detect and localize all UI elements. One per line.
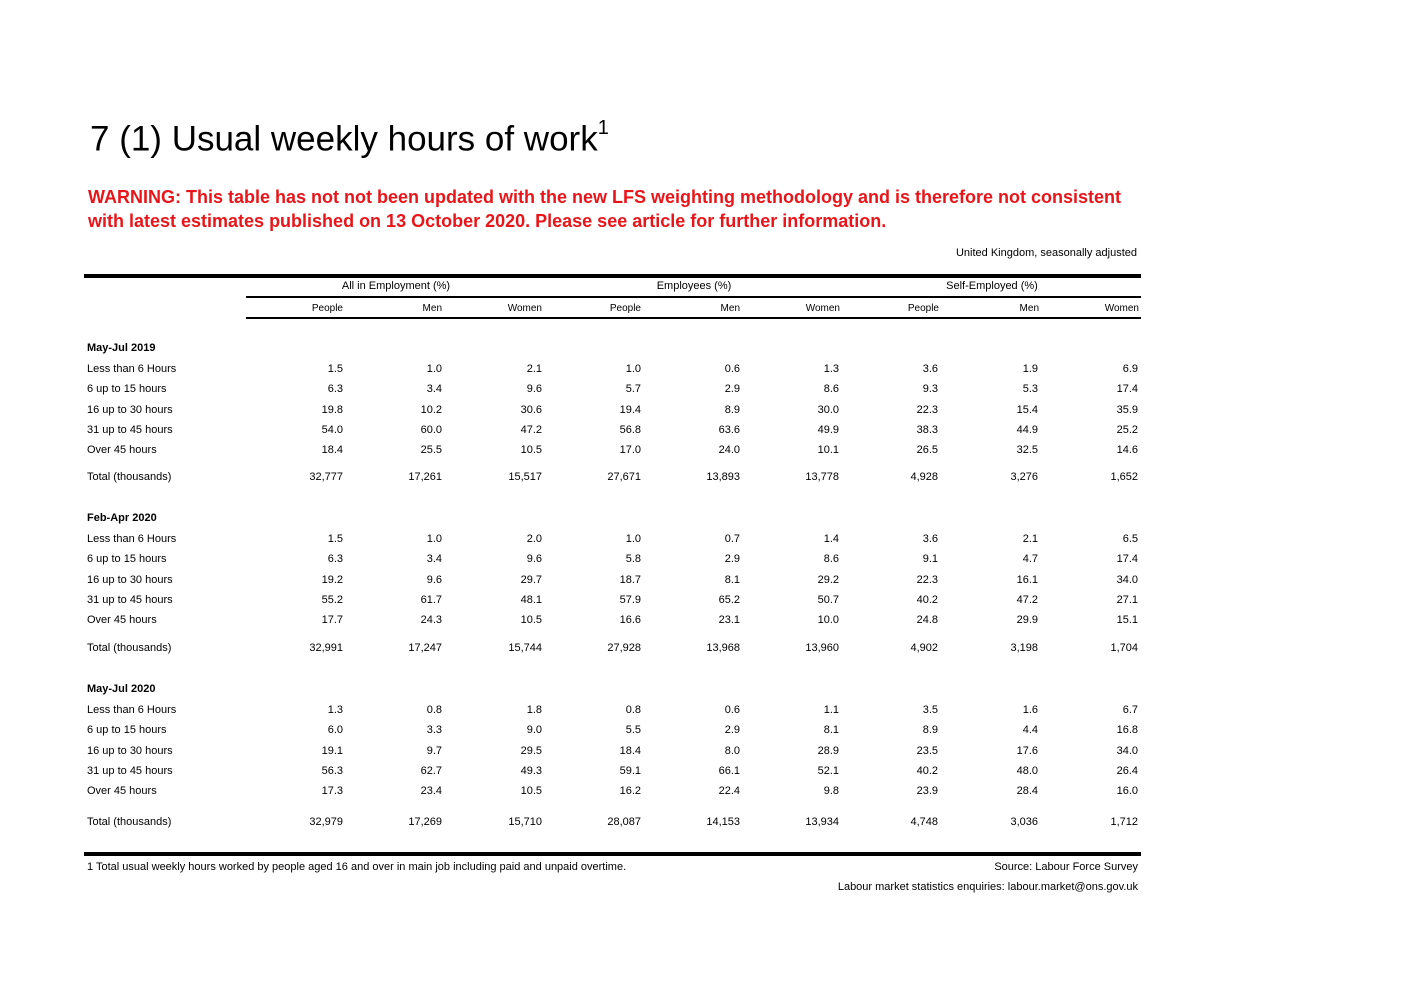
table-cell: 14.6	[1116, 444, 1138, 456]
table-cell: 18.7	[619, 574, 641, 586]
row-label: 31 up to 45 hours	[87, 424, 173, 436]
row-label: Total (thousands)	[87, 642, 172, 654]
table-cell: 1.8	[526, 704, 542, 716]
table-cell: 8.9	[724, 404, 740, 416]
table-cell: 29.9	[1016, 614, 1038, 626]
table-cell: 8.1	[823, 724, 839, 736]
table-cell: 1.5	[327, 533, 343, 545]
table-cell: 3.6	[922, 533, 938, 545]
table-cell: 17,269	[408, 816, 442, 828]
table-cell: 0.8	[625, 704, 641, 716]
enquiries-note: Labour market statistics enquiries: labour.market@ons.gov.uk	[837, 881, 1138, 893]
table-cell: 1,704	[1110, 642, 1138, 654]
table-row	[0, 704, 1403, 724]
column-header: People	[609, 303, 641, 314]
table-cell: 10.2	[420, 404, 442, 416]
table-cell: 32,777	[309, 471, 343, 483]
table-cell: 26.4	[1116, 765, 1138, 777]
table-cell: 59.1	[619, 765, 641, 777]
table-cell: 2.0	[526, 533, 542, 545]
table-cell: 1.3	[823, 363, 839, 375]
table-cell: 2.1	[526, 363, 542, 375]
group-header-employees: Employees (%)	[656, 280, 732, 292]
table-cell: 1.0	[426, 533, 442, 545]
table-cell: 19.2	[321, 574, 343, 586]
table-row	[0, 724, 1403, 744]
table-cell: 15,744	[508, 642, 542, 654]
table-cell: 5.3	[1022, 383, 1038, 395]
row-label: 16 up to 30 hours	[87, 574, 173, 586]
table-cell: 22.4	[718, 785, 740, 797]
page-title	[90, 108, 609, 164]
table-cell: 24.8	[916, 614, 938, 626]
table-cell: 10.1	[817, 444, 839, 456]
table-cell: 10.5	[520, 785, 542, 797]
table-cell: 5.7	[625, 383, 641, 395]
table-row	[0, 785, 1403, 805]
table-cell: 8.9	[922, 724, 938, 736]
table-cell: 32.5	[1016, 444, 1038, 456]
title-text: 7 (1) Usual weekly hours of work	[90, 119, 598, 159]
table-cell: 19.4	[619, 404, 641, 416]
table-cell: 6.5	[1122, 533, 1138, 545]
table-cell: 28.4	[1016, 785, 1038, 797]
table-row	[0, 444, 1403, 464]
table-cell: 63.6	[718, 424, 740, 436]
table-cell: 17,261	[408, 471, 442, 483]
table-cell: 9.1	[922, 553, 938, 565]
table-cell: 8.6	[823, 553, 839, 565]
table-row	[0, 533, 1403, 553]
table-cell: 3,198	[1010, 642, 1038, 654]
table-cell: 2.1	[1022, 533, 1038, 545]
table-cell: 57.9	[619, 594, 641, 606]
row-label: 16 up to 30 hours	[87, 404, 173, 416]
column-header: Men	[1019, 303, 1039, 314]
table-row	[0, 404, 1403, 424]
table-cell: 32,979	[309, 816, 343, 828]
table-cell: 29.7	[520, 574, 542, 586]
table-cell: 4,902	[910, 642, 938, 654]
table-cell: 1.1	[823, 704, 839, 716]
column-header: Women	[507, 303, 542, 314]
table-cell: 8.1	[724, 574, 740, 586]
table-cell: 2.9	[724, 553, 740, 565]
table-cell: 29.2	[817, 574, 839, 586]
table-cell: 13,968	[706, 642, 740, 654]
table-cell: 9.6	[526, 383, 542, 395]
table-cell: 6.7	[1122, 704, 1138, 716]
table-cell: 3.4	[426, 383, 442, 395]
table-cell: 18.4	[321, 444, 343, 456]
table-cell: 30.0	[817, 404, 839, 416]
table-cell: 9.0	[526, 724, 542, 736]
table-cell: 9.6	[526, 553, 542, 565]
table-cell: 16.2	[619, 785, 641, 797]
table-cell: 1.0	[426, 363, 442, 375]
table-cell: 1,712	[1110, 816, 1138, 828]
table-cell: 4.4	[1022, 724, 1038, 736]
row-label: Total (thousands)	[87, 471, 172, 483]
period-heading: May-Jul 2020	[87, 683, 156, 695]
column-header: Men	[720, 303, 740, 314]
table-cell: 13,960	[805, 642, 839, 654]
row-label: Less than 6 Hours	[87, 533, 177, 545]
table-cell: 0.8	[426, 704, 442, 716]
table-cell: 6.0	[327, 724, 343, 736]
total-row	[0, 642, 1403, 662]
group-header-rule	[246, 296, 1141, 298]
row-label: Total (thousands)	[87, 816, 172, 828]
table-cell: 28.9	[817, 745, 839, 757]
row-label: Over 45 hours	[87, 785, 157, 797]
table-cell: 44.9	[1016, 424, 1038, 436]
row-label: 31 up to 45 hours	[87, 594, 173, 606]
table-cell: 10.5	[520, 614, 542, 626]
table-cell: 6.3	[327, 383, 343, 395]
row-label: 31 up to 45 hours	[87, 765, 173, 777]
table-cell: 9.8	[823, 785, 839, 797]
table-bottom-rule	[84, 852, 1141, 856]
table-cell: 14,153	[706, 816, 740, 828]
table-cell: 10.0	[817, 614, 839, 626]
column-header: People	[311, 303, 343, 314]
table-cell: 1.0	[625, 363, 641, 375]
table-cell: 17.4	[1116, 383, 1138, 395]
table-cell: 9.6	[426, 574, 442, 586]
row-label: Over 45 hours	[87, 444, 157, 456]
table-cell: 0.6	[724, 363, 740, 375]
table-cell: 1,652	[1110, 471, 1138, 483]
table-cell: 40.2	[916, 594, 938, 606]
table-cell: 15,710	[508, 816, 542, 828]
table-cell: 56.8	[619, 424, 641, 436]
table-cell: 27,928	[607, 642, 641, 654]
table-cell: 54.0	[321, 424, 343, 436]
table-cell: 19.8	[321, 404, 343, 416]
row-label: 6 up to 15 hours	[87, 553, 167, 565]
table-cell: 9.3	[922, 383, 938, 395]
table-cell: 15,517	[508, 471, 542, 483]
table-cell: 4,748	[910, 816, 938, 828]
group-header-all-in-employment: All in Employment (%)	[341, 280, 451, 292]
table-row	[0, 383, 1403, 403]
row-label: Less than 6 Hours	[87, 363, 177, 375]
table-cell: 30.6	[520, 404, 542, 416]
row-label: 6 up to 15 hours	[87, 724, 167, 736]
table-cell: 23.9	[916, 785, 938, 797]
table-cell: 56.3	[321, 765, 343, 777]
table-cell: 6.9	[1122, 363, 1138, 375]
row-label: 6 up to 15 hours	[87, 383, 167, 395]
table-cell: 49.3	[520, 765, 542, 777]
table-cell: 4.7	[1022, 553, 1038, 565]
table-cell: 23.5	[916, 745, 938, 757]
table-cell: 34.0	[1116, 574, 1138, 586]
table-cell: 55.2	[321, 594, 343, 606]
table-cell: 24.3	[420, 614, 442, 626]
table-cell: 16.8	[1116, 724, 1138, 736]
table-cell: 60.0	[420, 424, 442, 436]
table-cell: 13,893	[706, 471, 740, 483]
table-cell: 50.7	[817, 594, 839, 606]
column-header: People	[907, 303, 939, 314]
table-cell: 6.3	[327, 553, 343, 565]
table-cell: 19.1	[321, 745, 343, 757]
table-cell: 4,928	[910, 471, 938, 483]
table-row	[0, 765, 1403, 785]
table-cell: 3.4	[426, 553, 442, 565]
table-cell: 8.0	[724, 745, 740, 757]
table-cell: 13,934	[805, 816, 839, 828]
table-cell: 66.1	[718, 765, 740, 777]
source-note: Source: Labour Force Survey	[994, 861, 1138, 873]
table-cell: 25.2	[1116, 424, 1138, 436]
table-cell: 25.5	[420, 444, 442, 456]
table-cell: 24.0	[718, 444, 740, 456]
column-header-rule	[246, 317, 1141, 319]
table-cell: 35.9	[1116, 404, 1138, 416]
region-note: United Kingdom, seasonally adjusted	[955, 247, 1137, 259]
warning-message: WARNING: This table has not not been updated with the new LFS weighting methodology and is therefore not consistent with latest estimates published on 13 October 2020. Please see article for further information.	[88, 187, 1122, 231]
table-cell: 3.5	[922, 704, 938, 716]
table-cell: 3,036	[1010, 816, 1038, 828]
column-header: Men	[422, 303, 442, 314]
table-cell: 27,671	[607, 471, 641, 483]
table-cell: 52.1	[817, 765, 839, 777]
table-row	[0, 594, 1403, 614]
table-cell: 8.6	[823, 383, 839, 395]
table-row	[0, 745, 1403, 765]
table-cell: 23.4	[420, 785, 442, 797]
table-cell: 17.0	[619, 444, 641, 456]
period-heading: May-Jul 2019	[87, 342, 156, 354]
table-cell: 5.8	[625, 553, 641, 565]
table-cell: 3,276	[1010, 471, 1038, 483]
table-cell: 1.3	[327, 704, 343, 716]
table-cell: 26.5	[916, 444, 938, 456]
column-header: Women	[805, 303, 840, 314]
table-cell: 2.9	[724, 383, 740, 395]
table-cell: 1.0	[625, 533, 641, 545]
table-cell: 47.2	[1016, 594, 1038, 606]
table-cell: 2.9	[724, 724, 740, 736]
table-cell: 16.1	[1016, 574, 1038, 586]
table-row	[0, 553, 1403, 573]
table-cell: 22.3	[916, 574, 938, 586]
table-cell: 16.6	[619, 614, 641, 626]
table-row	[0, 614, 1403, 634]
table-cell: 28,087	[607, 816, 641, 828]
table-cell: 48.1	[520, 594, 542, 606]
table-cell: 10.5	[520, 444, 542, 456]
row-label: Over 45 hours	[87, 614, 157, 626]
table-cell: 15.1	[1116, 614, 1138, 626]
table-cell: 34.0	[1116, 745, 1138, 757]
table-cell: 1.5	[327, 363, 343, 375]
table-cell: 61.7	[420, 594, 442, 606]
table-row	[0, 424, 1403, 444]
table-row	[0, 574, 1403, 594]
period-heading: Feb-Apr 2020	[87, 512, 157, 524]
table-cell: 65.2	[718, 594, 740, 606]
table-cell: 3.6	[922, 363, 938, 375]
row-label: Less than 6 Hours	[87, 704, 177, 716]
table-cell: 17.7	[321, 614, 343, 626]
total-row	[0, 816, 1403, 836]
table-cell: 1.6	[1022, 704, 1038, 716]
table-cell: 17,247	[408, 642, 442, 654]
table-cell: 1.9	[1022, 363, 1038, 375]
table-cell: 13,778	[805, 471, 839, 483]
table-cell: 38.3	[916, 424, 938, 436]
table-cell: 40.2	[916, 765, 938, 777]
table-row	[0, 363, 1403, 383]
table-cell: 9.7	[426, 745, 442, 757]
table-cell: 47.2	[520, 424, 542, 436]
table-cell: 16.0	[1116, 785, 1138, 797]
table-cell: 32,991	[309, 642, 343, 654]
title-footnote-mark: 1	[597, 117, 609, 139]
table-cell: 27.1	[1116, 594, 1138, 606]
table-cell: 17.4	[1116, 553, 1138, 565]
table-top-rule	[84, 274, 1141, 278]
table-cell: 3.3	[426, 724, 442, 736]
table-cell: 0.7	[724, 533, 740, 545]
table-cell: 29.5	[520, 745, 542, 757]
table-cell: 62.7	[420, 765, 442, 777]
table-cell: 22.3	[916, 404, 938, 416]
table-cell: 17.6	[1016, 745, 1038, 757]
table-cell: 49.9	[817, 424, 839, 436]
table-cell: 17.3	[321, 785, 343, 797]
table-cell: 23.1	[718, 614, 740, 626]
group-header-self-employed: Self-Employed (%)	[946, 280, 1038, 292]
table-cell: 0.6	[724, 704, 740, 716]
table-cell: 48.0	[1016, 765, 1038, 777]
table-cell: 1.4	[823, 533, 839, 545]
table-cell: 15.4	[1016, 404, 1038, 416]
total-row	[0, 471, 1403, 491]
footnote: 1 Total usual weekly hours worked by people aged 16 and over in main job including paid and unpaid overtime.	[87, 861, 627, 873]
table-cell: 5.5	[625, 724, 641, 736]
column-header: Women	[1104, 303, 1139, 314]
row-label: 16 up to 30 hours	[87, 745, 173, 757]
table-cell: 18.4	[619, 745, 641, 757]
